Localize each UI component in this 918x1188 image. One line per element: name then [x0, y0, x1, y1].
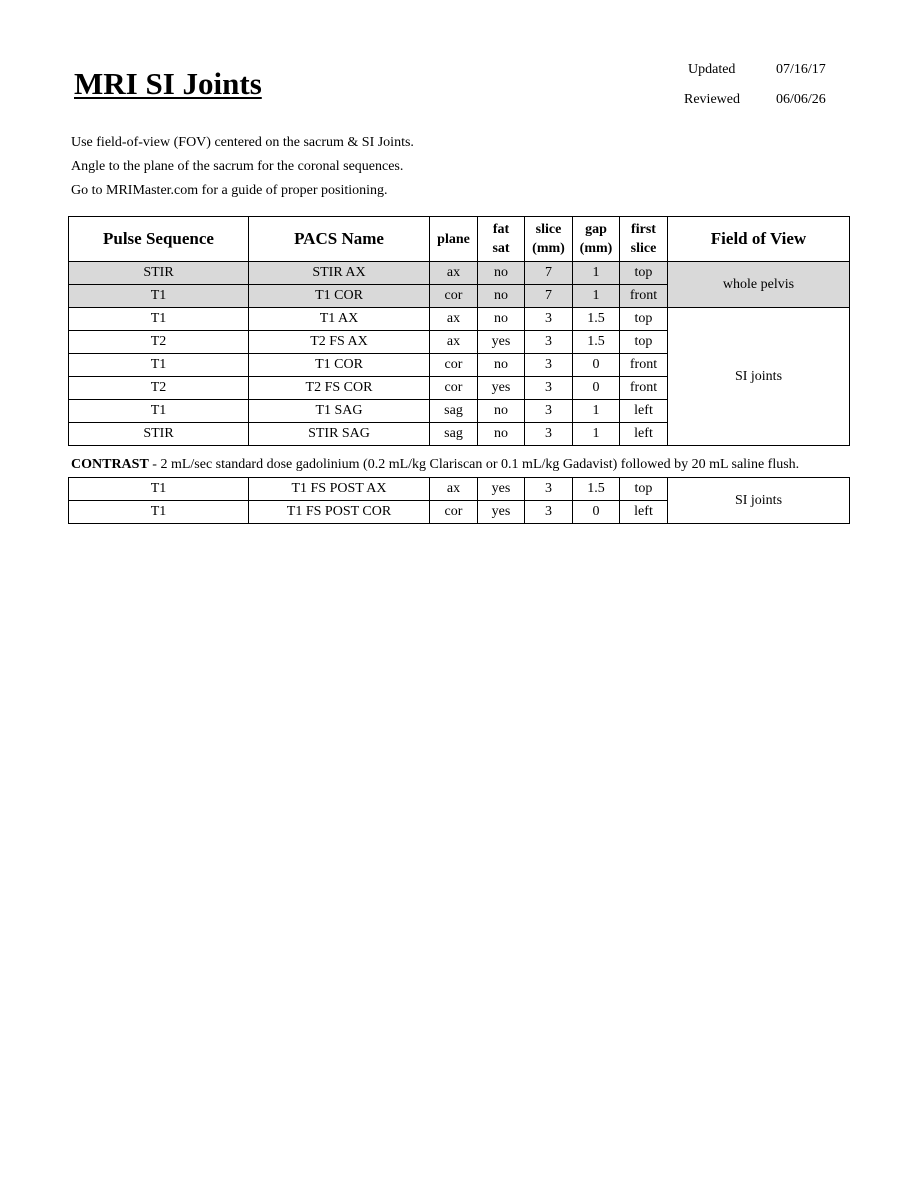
contrast-label: CONTRAST [71, 457, 149, 472]
cell-slice: 3 [525, 354, 573, 377]
cell-fat-sat: yes [478, 501, 525, 524]
cell-pacs: T1 FS POST COR [249, 501, 430, 524]
cell-plane: ax [430, 331, 478, 354]
header-plane: plane [430, 217, 478, 262]
intro-line-fov: Use field-of-view (FOV) centered on the sacrum & SI Joints. [71, 135, 414, 150]
cell-slice: 3 [525, 501, 573, 524]
cell-slice: 3 [525, 400, 573, 423]
cell-pacs: STIR SAG [249, 423, 430, 446]
cell-slice: 3 [525, 423, 573, 446]
header-pulse-sequence: Pulse Sequence [69, 217, 249, 262]
contrast-text: - 2 mL/sec standard dose gadolinium (0.2 mL/kg Clariscan or 0.1 mL/kg Gadavist) followed by 20 mL saline flush. [148, 457, 800, 472]
cell-slice: 3 [525, 478, 573, 501]
cell-first-slice: top [620, 262, 668, 285]
cell-fat-sat: no [478, 354, 525, 377]
cell-pulse: STIR [69, 423, 249, 446]
cell-slice: 3 [525, 331, 573, 354]
post-contrast-table [68, 477, 850, 524]
cell-gap: 0 [573, 354, 620, 377]
cell-fat-sat: yes [478, 377, 525, 400]
cell-fat-sat: no [478, 262, 525, 285]
cell-gap: 1 [573, 262, 620, 285]
cell-first-slice: top [620, 478, 668, 501]
cell-fov-whole-pelvis: whole pelvis [668, 262, 850, 308]
cell-first-slice: left [620, 423, 668, 446]
cell-gap: 0 [573, 377, 620, 400]
cell-pacs: T1 SAG [249, 400, 430, 423]
header-gap: gap (mm) [573, 217, 620, 262]
cell-first-slice: front [620, 377, 668, 400]
cell-plane: cor [430, 377, 478, 400]
cell-pulse: T2 [69, 331, 249, 354]
cell-first-slice: left [620, 400, 668, 423]
cell-pulse: T2 [69, 377, 249, 400]
table-row [69, 262, 850, 285]
table-row [69, 478, 850, 501]
header-first-slice: first slice [620, 217, 668, 262]
cell-pulse: T1 [69, 285, 249, 308]
cell-fov-post: SI joints [668, 478, 850, 524]
cell-fov-si-joints: SI joints [668, 308, 850, 446]
cell-gap: 0 [573, 501, 620, 524]
cell-gap: 1 [573, 285, 620, 308]
cell-plane: sag [430, 423, 478, 446]
cell-pulse: STIR [69, 262, 249, 285]
cell-pulse: T1 [69, 308, 249, 331]
header-field-of-view: Field of View [668, 217, 850, 262]
updated-label: Updated [688, 62, 736, 77]
cell-pacs: T2 FS AX [249, 331, 430, 354]
cell-plane: cor [430, 285, 478, 308]
page-title: MRI SI Joints [74, 66, 262, 101]
cell-pacs: T2 FS COR [249, 377, 430, 400]
header-pacs-name: PACS Name [249, 217, 430, 262]
cell-gap: 1.5 [573, 308, 620, 331]
cell-pulse: T1 [69, 478, 249, 501]
cell-plane: cor [430, 501, 478, 524]
cell-gap: 1.5 [573, 478, 620, 501]
cell-first-slice: left [620, 501, 668, 524]
cell-pacs: T1 FS POST AX [249, 478, 430, 501]
cell-fat-sat: no [478, 308, 525, 331]
cell-plane: cor [430, 354, 478, 377]
cell-pulse: T1 [69, 354, 249, 377]
cell-gap: 1 [573, 400, 620, 423]
cell-pacs: STIR AX [249, 262, 430, 285]
cell-first-slice: top [620, 331, 668, 354]
protocol-table [68, 216, 850, 446]
cell-fat-sat: no [478, 400, 525, 423]
cell-fat-sat: no [478, 285, 525, 308]
cell-pacs: T1 COR [249, 285, 430, 308]
table-row [69, 308, 850, 331]
updated-date: 07/16/17 [776, 62, 826, 77]
cell-pulse: T1 [69, 400, 249, 423]
intro-line-guide: Go to MRIMaster.com for a guide of proper positioning. [71, 183, 388, 198]
cell-first-slice: front [620, 285, 668, 308]
cell-fat-sat: no [478, 423, 525, 446]
reviewed-label: Reviewed [684, 92, 740, 107]
header-fat-sat: fat sat [478, 217, 525, 262]
contrast-note [71, 456, 799, 474]
cell-gap: 1.5 [573, 331, 620, 354]
cell-fat-sat: yes [478, 478, 525, 501]
cell-gap: 1 [573, 423, 620, 446]
cell-pacs: T1 COR [249, 354, 430, 377]
cell-plane: sag [430, 400, 478, 423]
cell-pacs: T1 AX [249, 308, 430, 331]
header-slice: slice (mm) [525, 217, 573, 262]
cell-pulse: T1 [69, 501, 249, 524]
table-header-row [69, 217, 850, 262]
intro-line-angle: Angle to the plane of the sacrum for the coronal sequences. [71, 159, 404, 174]
reviewed-date: 06/06/26 [776, 92, 826, 107]
cell-slice: 3 [525, 308, 573, 331]
cell-first-slice: front [620, 354, 668, 377]
cell-first-slice: top [620, 308, 668, 331]
cell-plane: ax [430, 308, 478, 331]
cell-slice: 7 [525, 285, 573, 308]
cell-slice: 7 [525, 262, 573, 285]
cell-plane: ax [430, 478, 478, 501]
cell-fat-sat: yes [478, 331, 525, 354]
cell-plane: ax [430, 262, 478, 285]
cell-slice: 3 [525, 377, 573, 400]
